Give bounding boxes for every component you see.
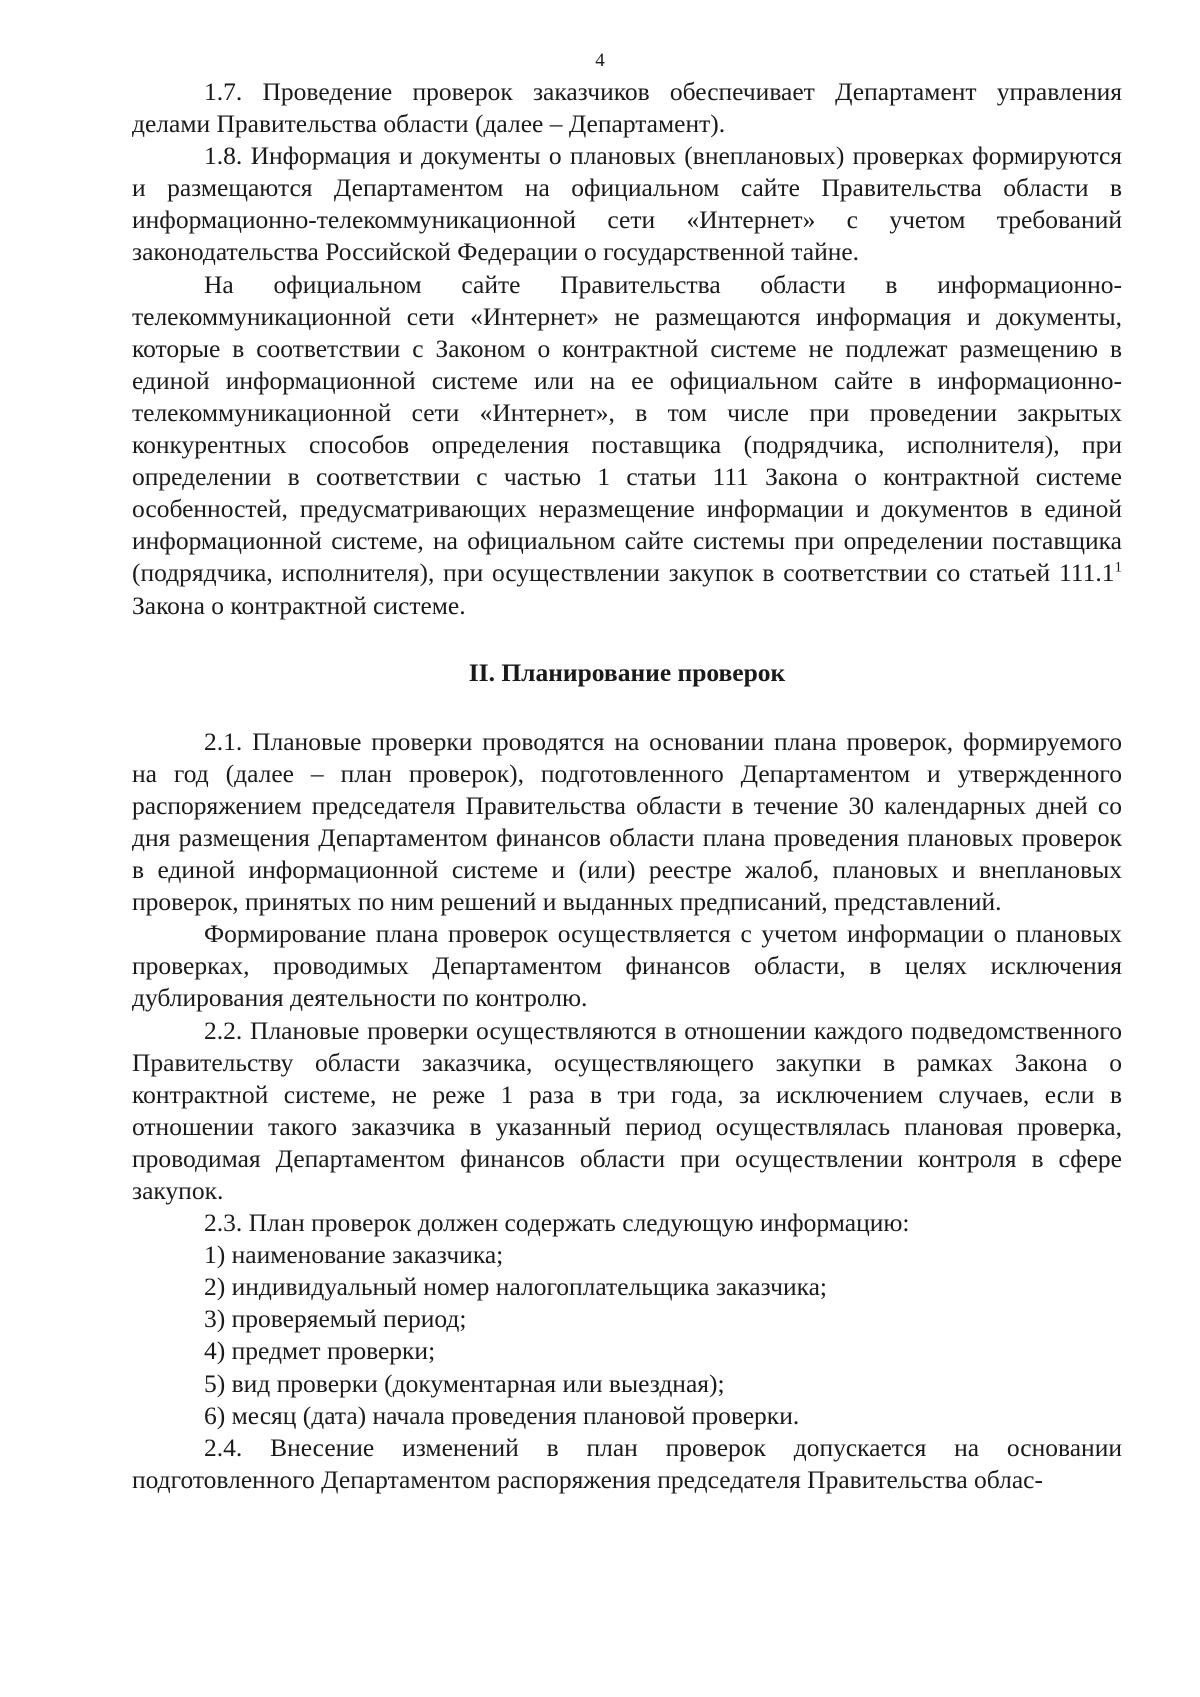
- paragraph-2-4: 2.4. Внесение изменений в план проверок допускается на основании подготовленного Департаментом распоряжения председателя Правительства облас-: [132, 1432, 1122, 1494]
- list-item: 2) индивидуальный номер налогоплательщика заказчика;: [204, 1272, 828, 1302]
- paragraph-2-3: 2.3. План проверок должен содержать следующую информацию:: [204, 1208, 910, 1238]
- paragraph-1-8-continued: [132, 269, 1122, 622]
- list-item: 5) вид проверки (документарная или выездная);: [204, 1368, 725, 1398]
- paragraph-1-8: 1.8. Информация и документы о плановых (внеплановых) проверках формируются и размещаются Департаментом на официальном сайте Правительства области в информационно-телекоммуникационной сети «Интернет» с учетом требований законодательства Российской Федерации о государственной тайне.: [132, 141, 1122, 267]
- list-item: 4) предмет проверки;: [204, 1336, 436, 1366]
- list-item: 1) наименование заказчика;: [204, 1240, 504, 1270]
- paragraph-2-1-continued: Формирование плана проверок осуществляется с учетом информации о плановых проверках, проводимых Департаментом финансов области, в целях исключения дублирования деятельности по контролю.: [132, 919, 1122, 1013]
- paragraph-2-2: 2.2. Плановые проверки осуществляются в отношении каждого подведомственного Правительству области заказчика, осуществляющего закупки в рамках Закона о контрактной системе, не реже 1 раза в три года, за исключением случаев, если в отношении такого заказчика в указанный период осуществлялась плановая проверка, проводимая Департаментом финансов области при осуществлении контроля в сфере закупок.: [132, 1015, 1122, 1205]
- paragraph-1-8-continued-end: Закона о контрактной системе.: [132, 590, 466, 620]
- document-body: [132, 76, 1122, 1496]
- section-heading-planning: II. Планирование проверок: [468, 657, 786, 687]
- paragraph-1-7: 1.7. Проведение проверок заказчиков обеспечивает Департамент управления делами Правительства области (далее – Департамент).: [132, 77, 1122, 139]
- list-item: 6) месяц (дата) начала проведения плановой проверки.: [204, 1400, 800, 1430]
- page-number: 4: [595, 50, 605, 71]
- paragraph-2-1: 2.1. Плановые проверки проводятся на основании плана проверок, формируемого на год (далее – план проверок), подготовленного Департаментом и утвержденного распоряжением председателя Правительства области в течение 30 календарных дней со дня размещения Департаментом финансов области плана проведения плановых проверок в единой информационной системе и (или) реестре жалоб, плановых и внеплановых проверок, принятых по ним решений и выданных предписаний, представлений.: [132, 726, 1122, 917]
- list-item: 3) проверяемый период;: [204, 1304, 467, 1334]
- paragraph-1-8-continued-text: На официальном сайте Правительства области в информационно-телекоммуникационной сети «Интернет» не размещаются информация и документы, которые в соответствии с Законом о контрактной системе не подлежат размещению в единой информационной системе или на ее официальном сайте в информационно-телекоммуникационной сети «Интернет», в том числе при проведении закрытых конкурентных способов определения поставщика (подрядчика, исполнителя), при определении в соответствии с частью 1 статьи 111 Закона о контрактной системе особенностей, предусматривающих неразмещение информации и документов в единой информационной системе, на официальном сайте системы при определении поставщика (подрядчика, исполнителя), при осуществлении закупок в соответствии со статьей 111.1: [132, 269, 1122, 588]
- superscript-1: 1: [1114, 559, 1122, 576]
